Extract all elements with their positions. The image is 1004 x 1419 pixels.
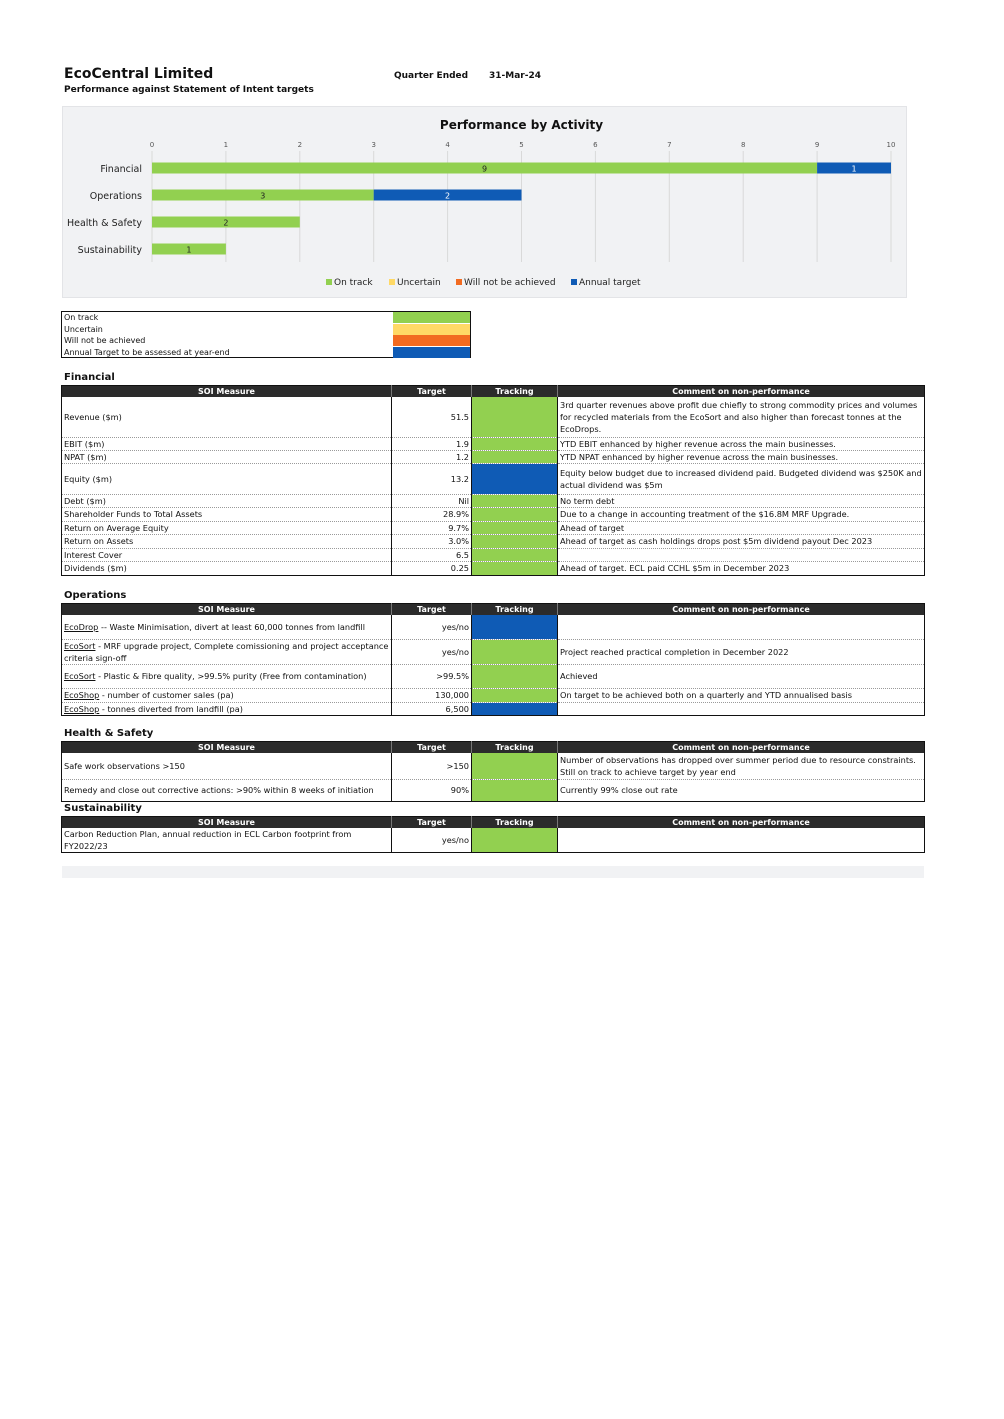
chart-svg [63,107,906,297]
x-tick-label: 0 [149,141,155,149]
table-row [62,494,925,507]
table-row [62,702,925,715]
measure-cell [62,688,392,702]
bar-value-label: 2 [223,218,229,228]
comment-cell: YTD EBIT enhanced by higher revenue across the main businesses. [558,437,925,450]
legend-label: Will not be achieved [64,336,146,345]
target-cell: >150 [392,753,472,779]
x-tick-label: 2 [297,141,303,149]
target-cell: 90% [392,779,472,801]
tracking-status-cell [472,463,558,494]
business-unit-name: EcoSort [64,671,96,681]
measure-text: - number of customer sales (pa) [99,690,234,700]
measure-cell: Remedy and close out corrective actions: >90% within 8 weeks of initiation [64,785,374,795]
business-unit-name: EcoSort [64,640,96,651]
measure-cell: Equity ($m) [62,463,392,494]
measure-text: - tonnes diverted from landfill (pa) [99,703,243,714]
column-header-measure: SOI Measure [62,386,392,398]
comment-cell [558,702,925,715]
measure-cell: NPAT ($m) [62,450,392,463]
table-row [62,463,925,494]
legend-label: On track [334,278,373,288]
table-row [62,828,925,853]
target-cell: 0.25 [392,561,472,575]
tracking-status-cell [472,521,558,534]
financial-table [61,385,925,576]
measure-cell [62,664,392,688]
legend-row-will-not-be-achieved [62,335,470,346]
tracking-status-cell [472,779,558,801]
target-cell: Nil [392,494,472,507]
section-title-operations: Operations [64,590,127,601]
column-header-measure: SOI Measure [62,817,392,829]
tracking-status-cell [472,753,558,779]
quarter-label: Quarter Ended [394,71,469,81]
table-row [62,507,925,521]
bar-value-label: 2 [445,191,451,201]
footer-band [62,866,924,878]
column-header-comment: Comment on non-performance [558,604,925,616]
target-cell: 1.2 [392,450,472,463]
comment-cell: Ahead of target. ECL paid CCHL $5m in December 2023 [558,561,925,575]
operations-table [61,603,925,716]
x-tick-label: 7 [667,141,672,149]
comment-cell: Ahead of target as cash holdings drops post $5m dividend payout Dec 2023 [558,534,925,548]
target-cell: >99.5% [392,664,472,688]
measure-cell [62,702,392,715]
comment-cell [558,548,925,561]
company-name: EcoCentral Limited [64,66,214,82]
target-cell: yes/no [392,639,472,664]
tracking-status-cell [472,397,558,437]
bar-value-label: 9 [482,164,488,174]
section-title-sustainability: Sustainability [64,803,142,814]
measure-cell: Revenue ($m) [62,397,392,437]
column-header-tracking: Tracking [472,742,558,754]
legend-label: Uncertain [64,324,103,334]
target-cell: 6.5 [392,548,472,561]
table-row [62,779,925,801]
target-cell: 3.0% [392,534,472,548]
section-title-health-safety: Health & Safety [64,728,154,739]
table-row [62,397,925,437]
table-row [62,534,925,548]
business-unit-name: EcoShop [64,703,100,714]
measure-cell: Safe work observations >150 [62,753,392,779]
legend-swatch-blue [393,347,470,358]
comment-cell: 3rd quarter revenues above profit due chiefly to strong commodity prices and volumes for recycled materials from the EcoSort and also higher than forecast tonnes at the EcoDrops. [558,397,925,437]
comment-cell: On target to be achieved both on a quarterly and YTD annualised basis [558,688,925,702]
column-header-tracking: Tracking [472,604,558,616]
measure-cell: Carbon Reduction Plan, annual reduction in ECL Carbon footprint from FY2022/23 [64,829,352,851]
target-cell: yes/no [392,615,472,639]
tracking-status-cell [472,664,558,688]
target-cell: 130,000 [392,688,472,702]
tracking-status-cell [472,494,558,507]
column-header-target: Target [392,604,472,616]
business-unit-name: EcoShop [64,690,100,700]
table-row [62,450,925,463]
comment-cell: Number of observations has dropped over summer period due to resource constraints. Still on track to achieve target by year end [558,753,925,779]
column-header-measure: SOI Measure [62,742,392,754]
table-row [62,437,925,450]
legend-label: Annual Target to be assessed at year-end [64,347,230,357]
table-row [62,753,925,779]
measure-cell: Debt ($m) [62,494,392,507]
legend-label: On track [64,313,99,322]
x-tick-label: 4 [445,141,450,149]
column-header-target: Target [392,817,472,829]
tracking-status-cell [472,702,558,715]
table-header-row [62,742,925,754]
x-tick-label: 1 [223,141,229,149]
column-header-comment: Comment on non-performance [558,817,925,829]
tracking-status-cell [472,688,558,702]
comment-cell: No term debt [558,494,925,507]
comment-cell [558,615,925,639]
tracking-status-cell [472,561,558,575]
legend-swatch [456,279,462,285]
legend-swatch [326,279,332,285]
measure-cell [62,615,392,639]
performance-chart [62,106,907,298]
column-header-tracking: Tracking [472,817,558,829]
category-label: Health & Safety [66,218,142,229]
table-row [62,561,925,575]
table-row [62,615,925,639]
bar-value-label: 1 [851,164,857,174]
comment-cell: Equity below budget due to increased dividend paid. Budgeted dividend was $250K and actual dividend was $5m [558,463,925,494]
measure-cell: Shareholder Funds to Total Assets [62,507,392,521]
measure-cell: Return on Assets [62,534,392,548]
legend-swatch [389,279,395,285]
measure-cell [62,639,392,664]
comment-cell: Project reached practical completion in December 2022 [558,639,925,664]
tracking-status-cell [472,450,558,463]
sustainability-table [61,816,925,853]
measure-cell: EBIT ($m) [62,437,392,450]
measure-text: - Plastic & Fibre quality, >99.5% purity (Free from contamination) [95,671,367,681]
measure-cell: Interest Cover [62,548,392,561]
target-cell: yes/no [392,828,472,853]
x-tick-label: 6 [593,141,598,149]
legend-label: Uncertain [397,278,441,288]
bar-value-label: 1 [186,245,192,255]
table-row [62,548,925,561]
legend-label: Will not be achieved [464,278,556,288]
x-tick-label: 3 [371,141,376,149]
target-cell: 9.7% [392,521,472,534]
report-subtitle: Performance against Statement of Intent targets [64,85,314,95]
comment-cell: Currently 99% close out rate [558,779,925,801]
tracking-status-cell [472,534,558,548]
table-row [62,688,925,702]
category-label: Operations [89,191,142,202]
measure-text: -- Waste Minimisation, divert at least 60,000 tonnes from landfill [98,621,365,632]
column-header-measure: SOI Measure [62,604,392,616]
legend-row-on-track [62,312,470,323]
tracking-status-cell [472,615,558,639]
status-legend-table [61,311,471,358]
target-cell: 6,500 [392,702,472,715]
measure-text: - MRF upgrade project, Complete comissioning and project acceptance criteria sign-off [64,640,389,663]
column-header-comment: Comment on non-performance [558,386,925,398]
x-tick-label: 10 [886,141,896,149]
comment-cell: Ahead of target [558,521,925,534]
target-cell: 1.9 [392,437,472,450]
comment-cell: YTD NPAT enhanced by higher revenue across the main businesses. [558,450,925,463]
measure-cell: Dividends ($m) [64,563,127,573]
legend-swatch-yellow [393,324,470,335]
table-row [62,521,925,534]
column-header-target: Target [392,742,472,754]
target-cell: 13.2 [392,463,472,494]
target-cell: 28.9% [392,507,472,521]
table-header-row [62,817,925,829]
target-cell: 51.5 [392,397,472,437]
column-header-tracking: Tracking [472,386,558,398]
x-tick-label: 8 [740,141,746,149]
column-header-comment: Comment on non-performance [558,742,925,754]
legend-swatch-orange [393,335,470,346]
section-title-financial: Financial [64,372,115,383]
x-tick-label: 9 [814,141,820,149]
legend-label: Annual target [579,278,641,288]
tracking-status-cell [472,507,558,521]
comment-cell: Due to a change in accounting treatment of the $16.8M MRF Upgrade. [558,507,925,521]
category-label: Sustainability [77,245,142,256]
table-row [62,664,925,688]
tracking-status-cell [472,828,558,853]
legend-row-annual-target [62,347,470,358]
quarter-date: 31-Mar-24 [489,71,541,81]
tracking-status-cell [472,639,558,664]
tracking-status-cell [472,548,558,561]
legend-row-uncertain [62,324,470,335]
legend-swatch [571,279,577,285]
business-unit-name: EcoDrop [64,621,99,632]
table-row [62,639,925,664]
comment-cell [558,828,925,853]
tracking-status-cell [472,437,558,450]
table-header-row [62,386,925,398]
chart-title: Performance by Activity [439,118,604,132]
x-tick-label: 5 [519,141,524,149]
bar-value-label: 3 [260,191,266,201]
column-header-target: Target [392,386,472,398]
category-label: Financial [100,164,142,175]
measure-cell: Return on Average Equity [62,521,392,534]
comment-cell: Achieved [558,664,925,688]
legend-swatch-green [393,312,470,323]
health-safety-table [61,741,925,802]
table-header-row [62,604,925,616]
